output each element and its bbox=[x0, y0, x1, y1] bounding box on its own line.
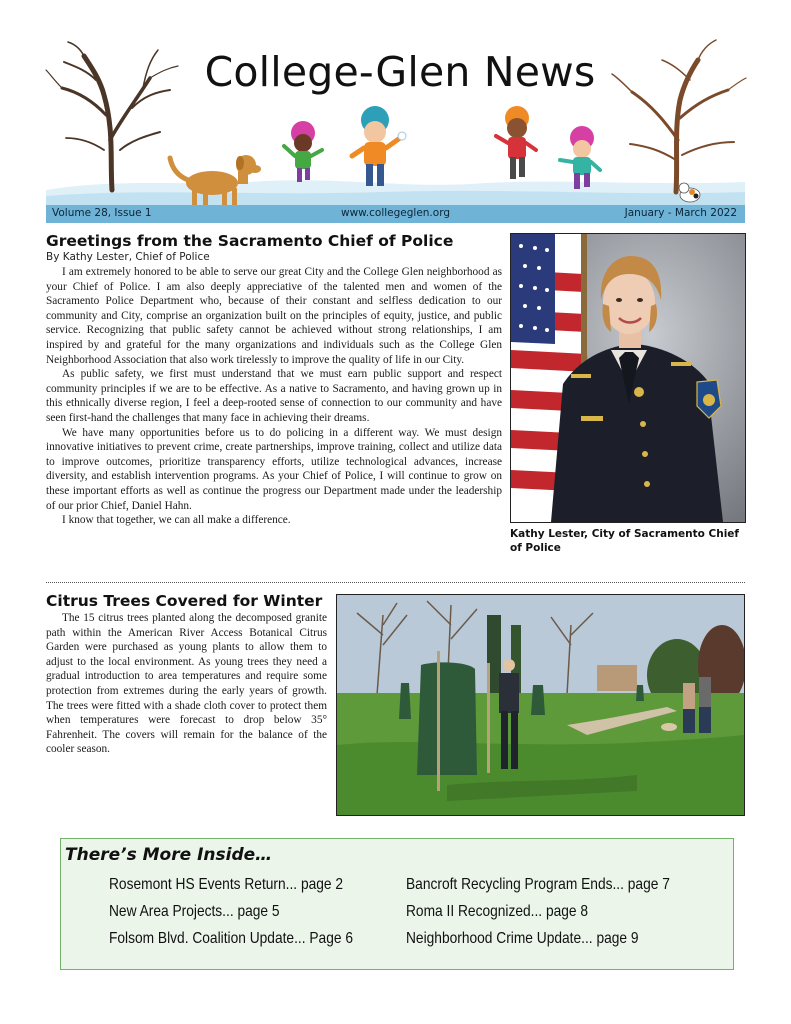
issue-date-range: January - March 2022 bbox=[624, 207, 737, 219]
more-inside-item[interactable]: Neighborhood Crime Update... page 9 bbox=[406, 930, 639, 947]
more-inside-item[interactable]: Folsom Blvd. Coalition Update... Page 6 bbox=[109, 930, 353, 947]
masthead-illustration bbox=[0, 0, 791, 230]
kid-magenta-hat bbox=[560, 126, 600, 189]
masthead bbox=[0, 0, 791, 230]
kid-teal-hat bbox=[352, 106, 406, 186]
chief-photo-caption: Kathy Lester, City of Sacramento Chief of Police bbox=[510, 528, 739, 554]
volume-issue: Volume 28, Issue 1 bbox=[52, 207, 152, 219]
more-inside-title: There’s More Inside… bbox=[65, 845, 273, 865]
more-inside-item[interactable]: New Area Projects... page 5 bbox=[109, 903, 280, 920]
citrus-garden-illustration bbox=[337, 595, 744, 815]
article-citrus-body bbox=[46, 611, 327, 757]
website-link[interactable]: www.collegeglen.org bbox=[340, 207, 450, 219]
left-winter-tree bbox=[46, 42, 178, 190]
more-inside-right-list bbox=[406, 871, 670, 952]
right-winter-tree bbox=[612, 40, 746, 192]
section-divider bbox=[46, 582, 745, 583]
chief-portrait-photo bbox=[510, 233, 746, 523]
masthead-info-band bbox=[46, 205, 745, 223]
more-inside-box bbox=[60, 838, 734, 970]
article-citrus-paragraph: The 15 citrus trees planted along the decomposed granite path within the American River Access Botanical Citrus Garden were purchased as young plants to allow them to adjust to the local environment. As young trees they need a gradual introduction to area temperatures and require some protection from extremes during the early years of growth. The trees were fitted with a shade cloth cover to protect them when temperatures were forecast to drop below 35° Fahrenheit. The covers will remain for the balance of the cooler season. bbox=[46, 612, 327, 756]
article-chief-headline: Greetings from the Sacramento Chief of Police bbox=[46, 232, 454, 250]
more-inside-item[interactable]: Rosemont HS Events Return... page 2 bbox=[109, 876, 344, 893]
more-inside-item[interactable]: Bancroft Recycling Program Ends... page 7 bbox=[406, 876, 670, 893]
article-chief-paragraph: As public safety, we first must understand that we must earn public support and respect community principles if we are to be effective. As a native to Sacramento, and having grown up in this ethnically diverse region, I feel a deep-rooted sense of connection to our community and have seen first-hand the challenges that many face in achieving their dreams. bbox=[46, 368, 502, 424]
citrus-garden-photo bbox=[336, 594, 745, 816]
more-inside-left-list bbox=[109, 871, 353, 952]
chief-portrait-illustration bbox=[511, 234, 745, 522]
newsletter-title: College-Glen News bbox=[204, 48, 596, 96]
more-inside-item[interactable]: Roma II Recognized... page 8 bbox=[406, 903, 589, 920]
article-chief-paragraph: We have many opportunities before us to do policing in a different way. We must design innovative initiatives to prevent crime, create partnerships, improve training, collect and utilize data to improve outcomes, prioritize transparency efforts, utilize technological advances, increase diversity, and establish intervention programs. As your Chief of Police, I will continue to grow on these important efforts as well as continue the progress our Department made under the leadership of our prior Chief, Daniel Hahn. bbox=[46, 426, 502, 512]
kid-pink-hat bbox=[284, 121, 322, 182]
article-chief-body bbox=[46, 265, 502, 528]
article-chief-paragraph: I know that together, we can all make a difference. bbox=[62, 514, 291, 527]
article-chief-paragraph: I am extremely honored to be able to serve our great City and the College Glen neighborhood as your Chief of Police. I am also deeply appreciative of the talented men and women of the Sacramento Police Department who, because of their constant and selfless dedication to our community and City, comprise an organization built on the principles of equity, justice, and public service. Recognizing that public safety cannot be achieved without strong relationships, I am inspired by and grateful for the many organizations and individuals such as the College Glen Neighborhood Association that also work tirelessly to improve the quality of life in our City. bbox=[46, 266, 502, 366]
article-chief-byline: By Kathy Lester, Chief of Police bbox=[46, 251, 210, 263]
article-citrus-headline: Citrus Trees Covered for Winter bbox=[46, 592, 323, 610]
kid-orange-hat bbox=[496, 106, 536, 179]
